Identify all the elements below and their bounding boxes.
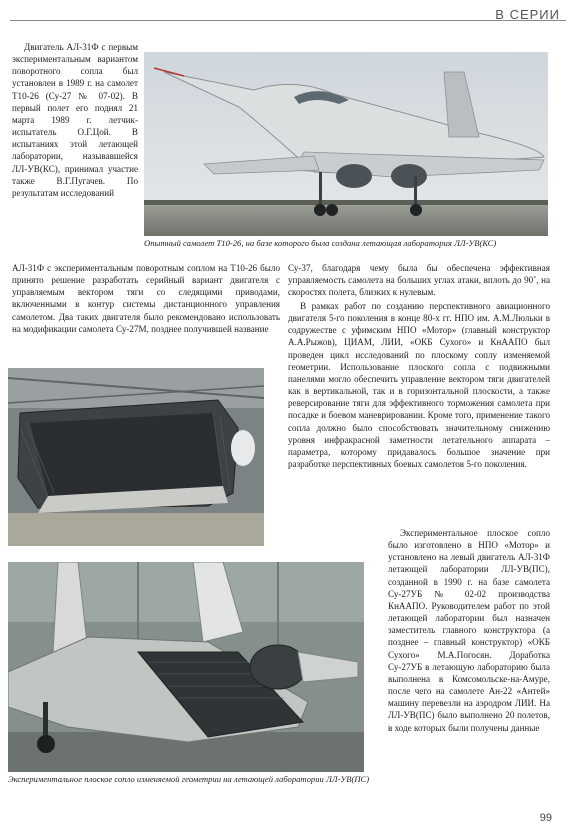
column-1-top	[12, 41, 138, 199]
caption-bottom-photo: Экспериментальное плоское сопло изменяемой геометрии на летающей лаборатории ЛЛ-УВ(ПС)	[8, 774, 370, 784]
page-number: 99	[539, 812, 552, 824]
paragraph: Су-37, благодаря чему была бы обеспечена эффективная управляемость самолета на больших углах атаки, вплоть до 90˚, на скоростях полета, близких к нулевым.	[288, 263, 550, 298]
paragraph: Двигатель АЛ-31Ф с первым экспериментальным вариантом поворотного сопла был установлен в 1989 г. на самолет Т10-26 (Су-27 № 07-02). В первый полет его поднял 21 марта 1989 г. летчик-испытатель О.Г.Цой. В испытаниях этой летающей лаборатории, называвшейся ЛЛ-УВ(КС), принимал участие также В.Г.Пугачев. По результатам исследований	[12, 42, 138, 198]
photo-t10-26-aircraft	[144, 52, 548, 236]
paragraph: Экспериментальное плоское сопло было изготовлено в НПО «Мотор» и установлено на левый двигатель АЛ-31Ф летающей лаборатории ЛЛ-УВ(ПС), созданной в 1990 г. на базе самолета Су-27УБ № 02-02 производства КнААПО. Руководителем работ по этой летающей лаборатории был назначен заместитель главного конструктора (а позднее – главный конструктор) «ОКБ Сухого» М.А.Погосян. Доработка Су-27УБ в летающую лабораторию была выполнена в Комсомольске-на-Амуре, после чего на самолете Ан-22 «Антей» машину перевезли на аэродром ЛИИ. На ЛЛ-УВ(ПС) было выполнено 20 полетов, в ходе которых были получены данные	[388, 528, 550, 733]
section-title: В СЕРИИ	[495, 7, 560, 22]
header-rule	[10, 20, 566, 21]
column-2-lower	[388, 527, 550, 734]
photo-ll-uv-ps-aircraft	[8, 562, 364, 772]
paragraph: АЛ-31Ф с экспериментальным поворотным соплом на Т10-26 было принято решение разработать серийный вариант двигателя с управляемым вектором тяги со следящими приводами, включенными в контур системы дистанционного управления самолетом. Два таких двигателя было рекомендовано использовать на модификации самолета Су-27М, позднее получившей название	[12, 263, 280, 334]
column-2-middle	[288, 300, 550, 470]
photo-flat-nozzle-rear	[8, 368, 264, 546]
paragraph: В рамках работ по созданию перспективного авиационного двигателя 5-го поколения в конце 80-х гг. НПО им. А.М.Люльки в содружестве с уфимским НПО «Мотор» (главный конструктор А.А.Рыжов), ЦИАМ, ЛИИ, «ОКБ Сухого» и КнААПО был проведен цикл исследований по плоскому соплу изменяемой геометрии. Использование плоского сопла с подвижными панелями могло обеспечить управление вектором тяги двигателей как в вертикальной, так и в горизонтальной плоскости, а также реверсирование тяги для эффективного торможения самолета при посадке и боевом маневрировании. Кроме того, применение такого сопла должно было способствовать значительному снижению уровня инфракрасной заметности летательного аппарата – параметра, которому придавалось большое значение при разработке перспективных боевых самолетов 5-го поколения.	[288, 301, 550, 470]
caption-top-photo: Опытный самолет Т10-26, на базе которого была создана летающая лаборатория ЛЛ-УВ(КС)	[144, 238, 497, 248]
column-2-top	[288, 262, 550, 298]
column-1-wide	[12, 262, 280, 335]
